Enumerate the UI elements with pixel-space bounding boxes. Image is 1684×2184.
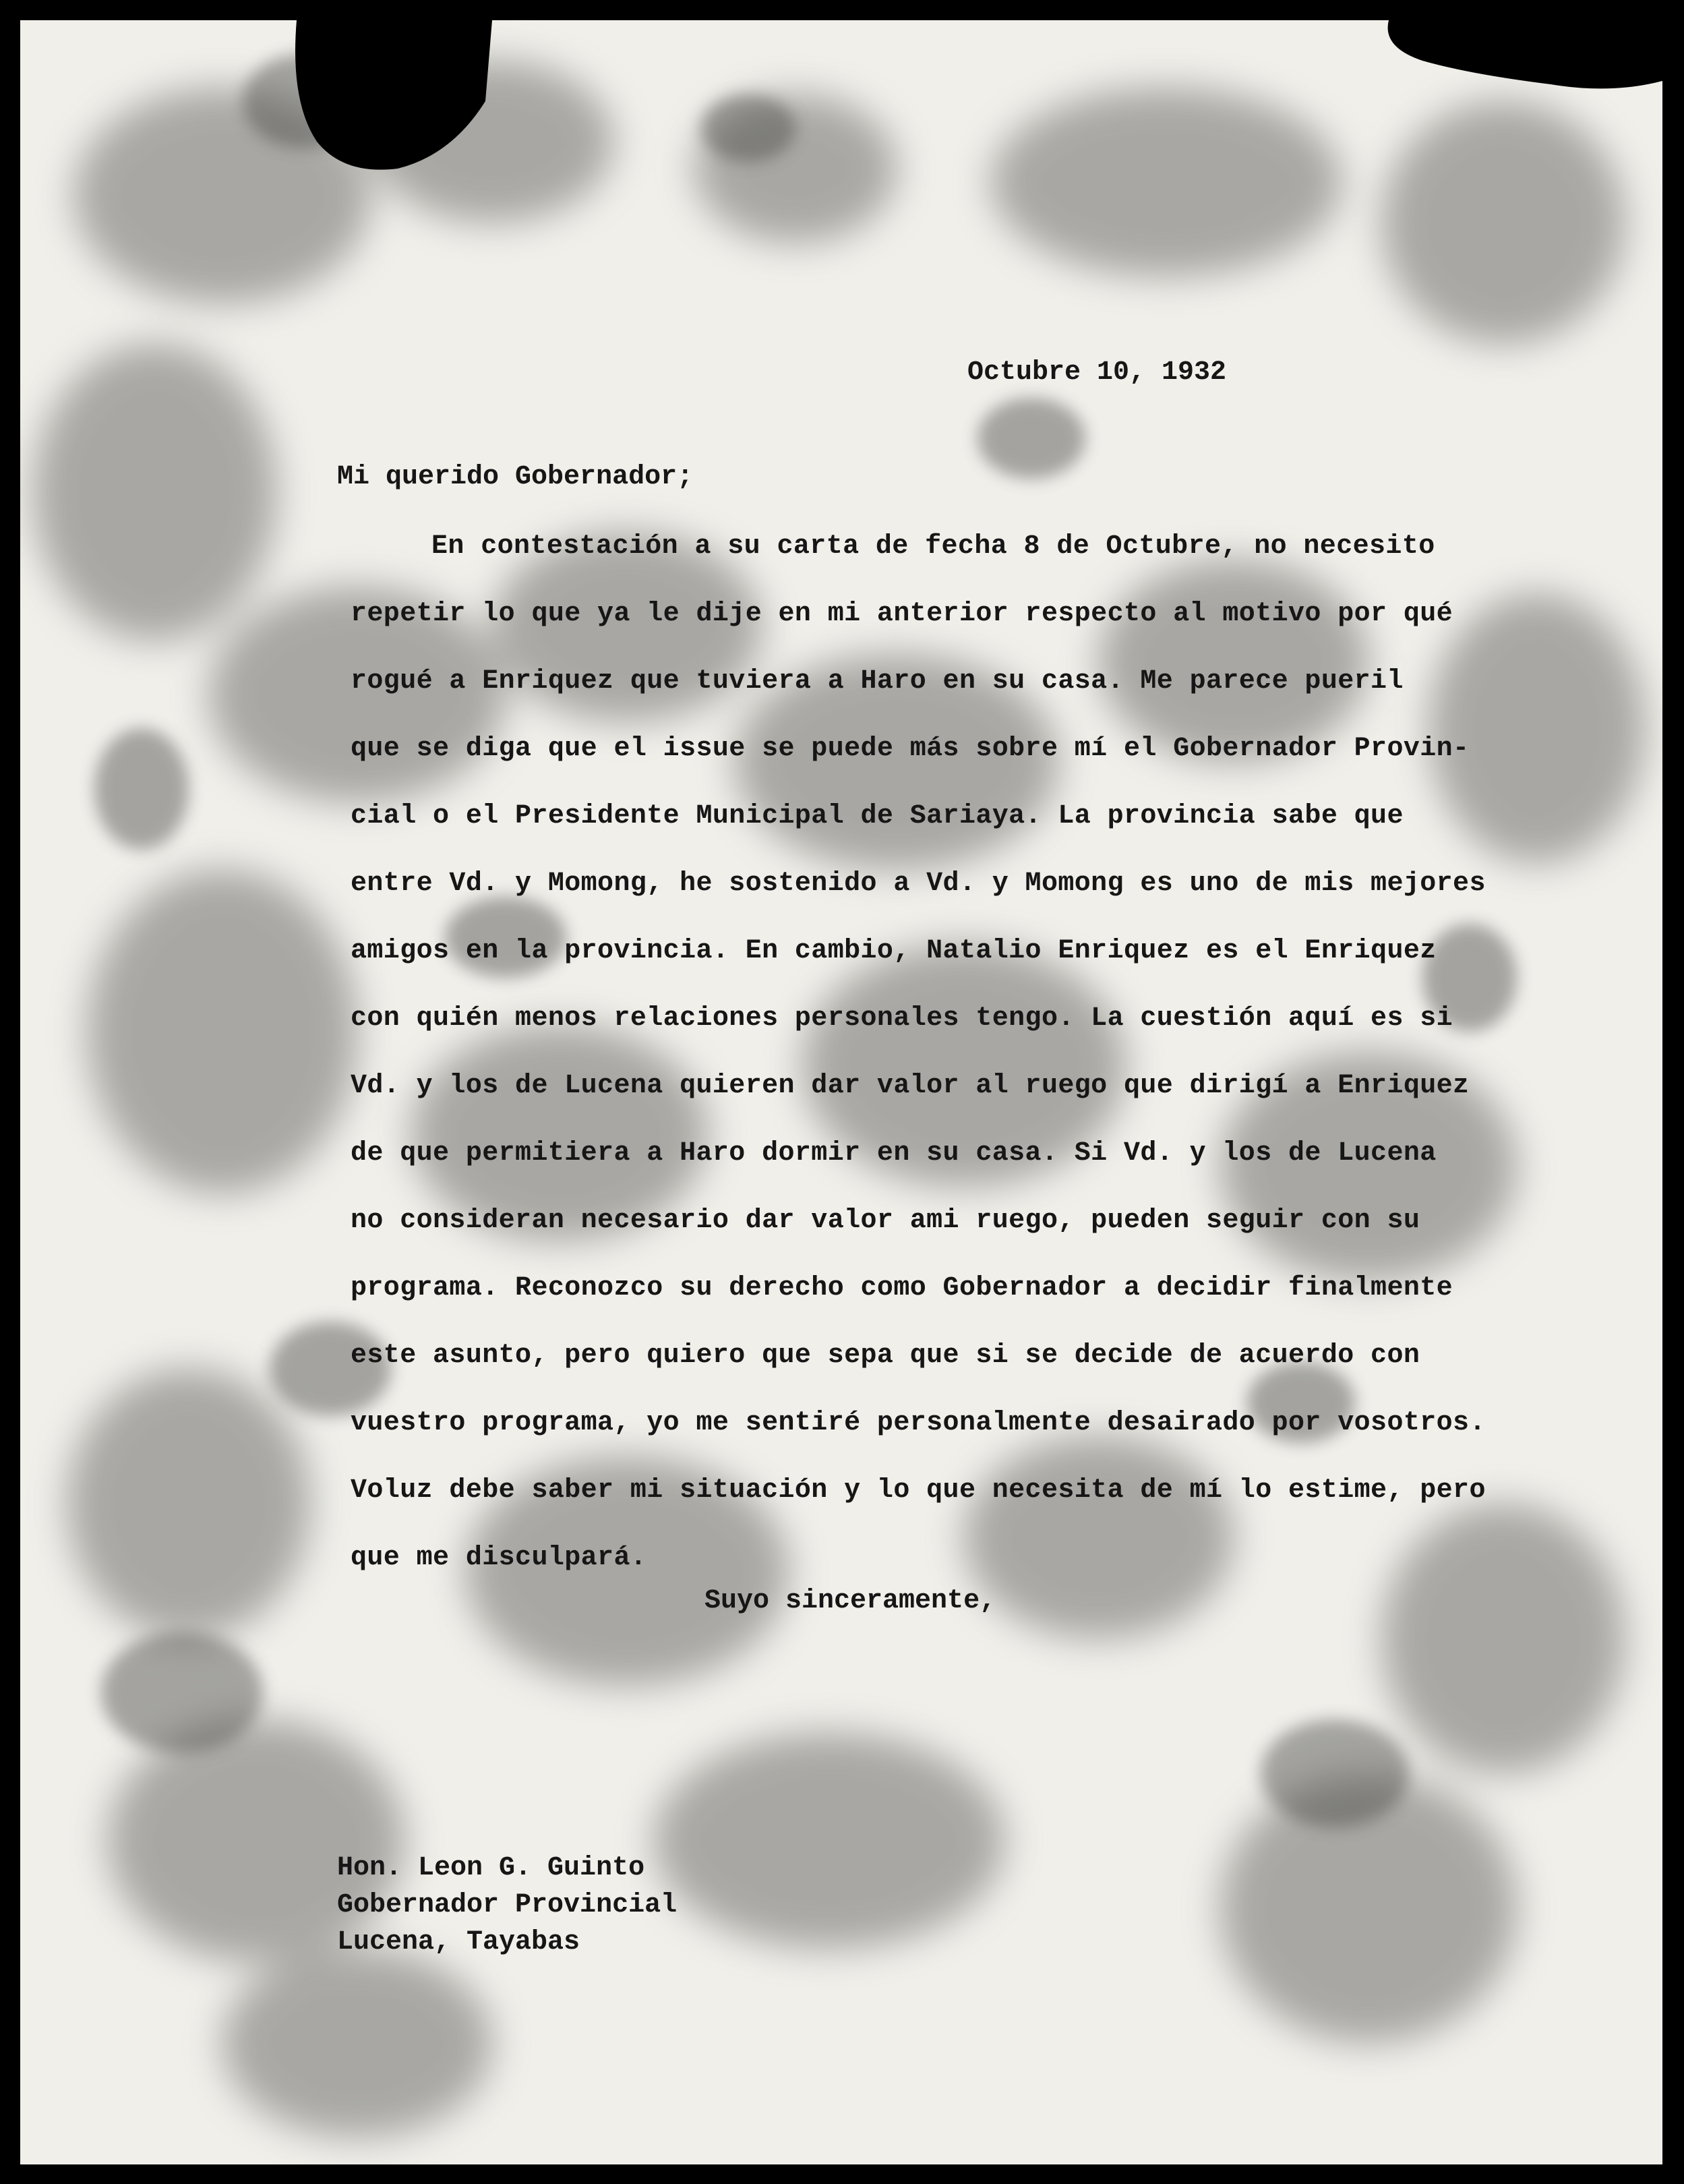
body-line: entre Vd. y Momong, he sostenido a Vd. y Momong es uno de mis mejores (351, 868, 1486, 899)
body-line: con quién menos relaciones personales tengo. La cuestión aquí es si (351, 1003, 1453, 1034)
body-line: cial o el Presidente Municipal de Sariaya. La provincia sabe que (351, 801, 1404, 831)
body-line: Voluz debe saber mi situación y lo que necesita de mí lo estime, pero (351, 1475, 1486, 1506)
letter-salutation: Mi querido Gobernador; (337, 462, 694, 492)
body-line: Vd. y los de Lucena quieren dar valor al ruego que dirigí a Enriquez (351, 1071, 1470, 1101)
body-line: amigos en la provincia. En cambio, Natalio Enriquez es el Enriquez (351, 936, 1437, 966)
body-line: este asunto, pero quiero que sepa que si se decide de acuerdo con (351, 1340, 1420, 1371)
body-line: de que permitiera a Haro dormir en su casa. Si Vd. y los de Lucena (351, 1138, 1437, 1169)
body-line: rogué a Enriquez que tuviera a Haro en su casa. Me parece pueril (351, 666, 1404, 697)
addressee-name: Hon. Leon G. Guinto (337, 1853, 645, 1883)
body-line: repetir lo que ya le dije en mi anterior respecto al motivo por qué (351, 599, 1453, 629)
body-line: que se diga que el issue se puede más sobre mí el Gobernador Provin- (351, 734, 1470, 764)
addressee-location: Lucena, Tayabas (337, 1927, 580, 1957)
body-line: no consideran necesario dar valor ami ruego, pueden seguir con su (351, 1206, 1420, 1236)
body-line: En contestación a su carta de fecha 8 de Octubre, no necesito (431, 531, 1435, 562)
letter-page (20, 20, 1662, 2164)
body-line: que me disculpará. (351, 1543, 647, 1573)
letter-closing: Suyo sinceramente, (704, 1586, 996, 1616)
addressee-title: Gobernador Provincial (337, 1890, 678, 1920)
body-line: vuestro programa, yo me sentiré personalmente desairado por vosotros. (351, 1408, 1486, 1438)
letter-date: Octubre 10, 1932 (967, 357, 1227, 388)
body-line: programa. Reconozco su derecho como Gobernador a decidir finalmente (351, 1273, 1453, 1303)
